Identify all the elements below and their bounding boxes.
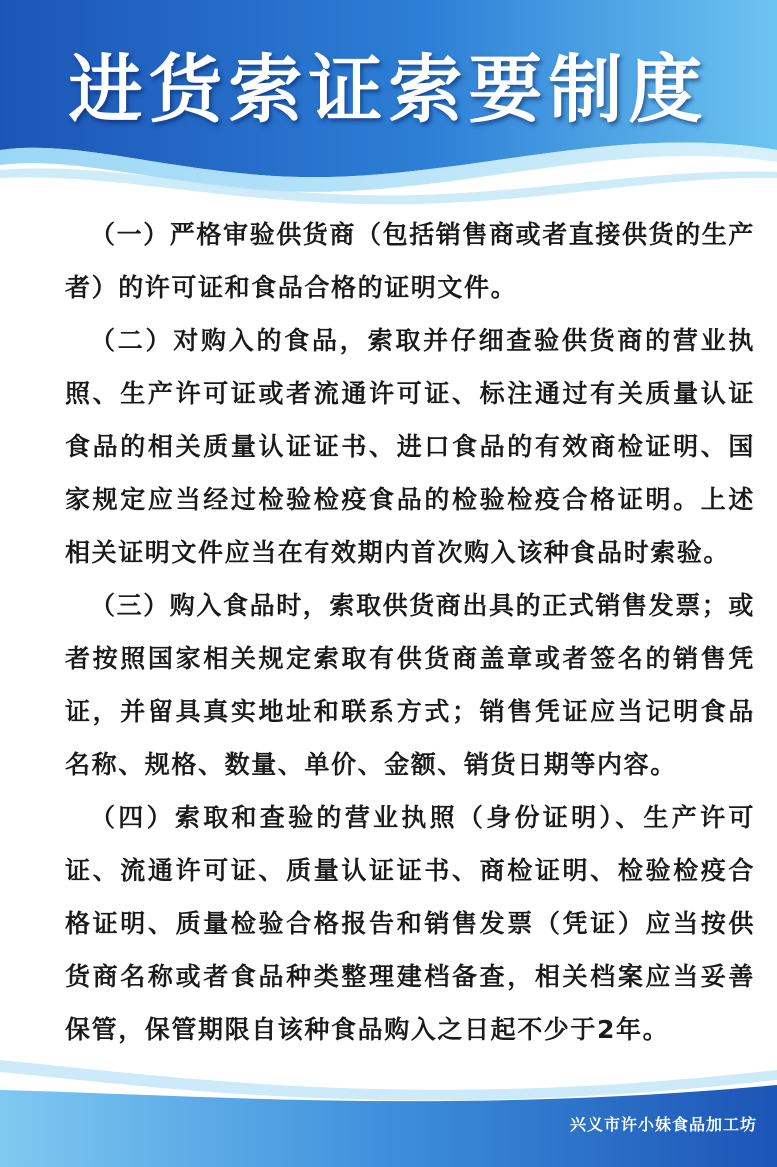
- document-body: [65, 208, 755, 1056]
- organization-name: 兴义市许小妹食品加工坊: [569, 1115, 757, 1134]
- paragraph-1: （一）严格审验供货商（包括销售商或者直接供货的生产者）的许可证和食品合格的证明文件。: [65, 220, 756, 302]
- footer-banner: [0, 1040, 777, 1167]
- paragraph-4: （四）索取和查验的营业执照（身份证明）、生产许可证、流通许可证、质量认证证书、商检证明、检验检疫合格证明、质量检验合格报告和销售发票（凭证）应当按供货商名称或者食品种类整理建档备查，相关档案应当妥善保管，保管期限自该种食品购入之日起不少于2年。: [65, 803, 755, 1044]
- page-title: 进货索证索要制度: [68, 47, 709, 133]
- paragraph-2: （二）对购入的食品，索取并仔细查验供货商的营业执照、生产许可证或者流通许可证、标注通过有关质量认证食品的相关质量认证证书、进口食品的有效商检证明、国家规定应当经过检验检疫食品的检验检疫合格证明。上述相关证明文件应当在有效期内首次购入该种食品时索验。: [65, 326, 755, 567]
- paragraph-3: （三）购入食品时，索取供货商出具的正式销售发票；或者按照国家相关规定索取有供货商盖章或者签名的销售凭证，并留具真实地址和联系方式；销售凭证应当记明食品名称、规格、数量、单价、金额、销货日期等内容。: [65, 591, 756, 779]
